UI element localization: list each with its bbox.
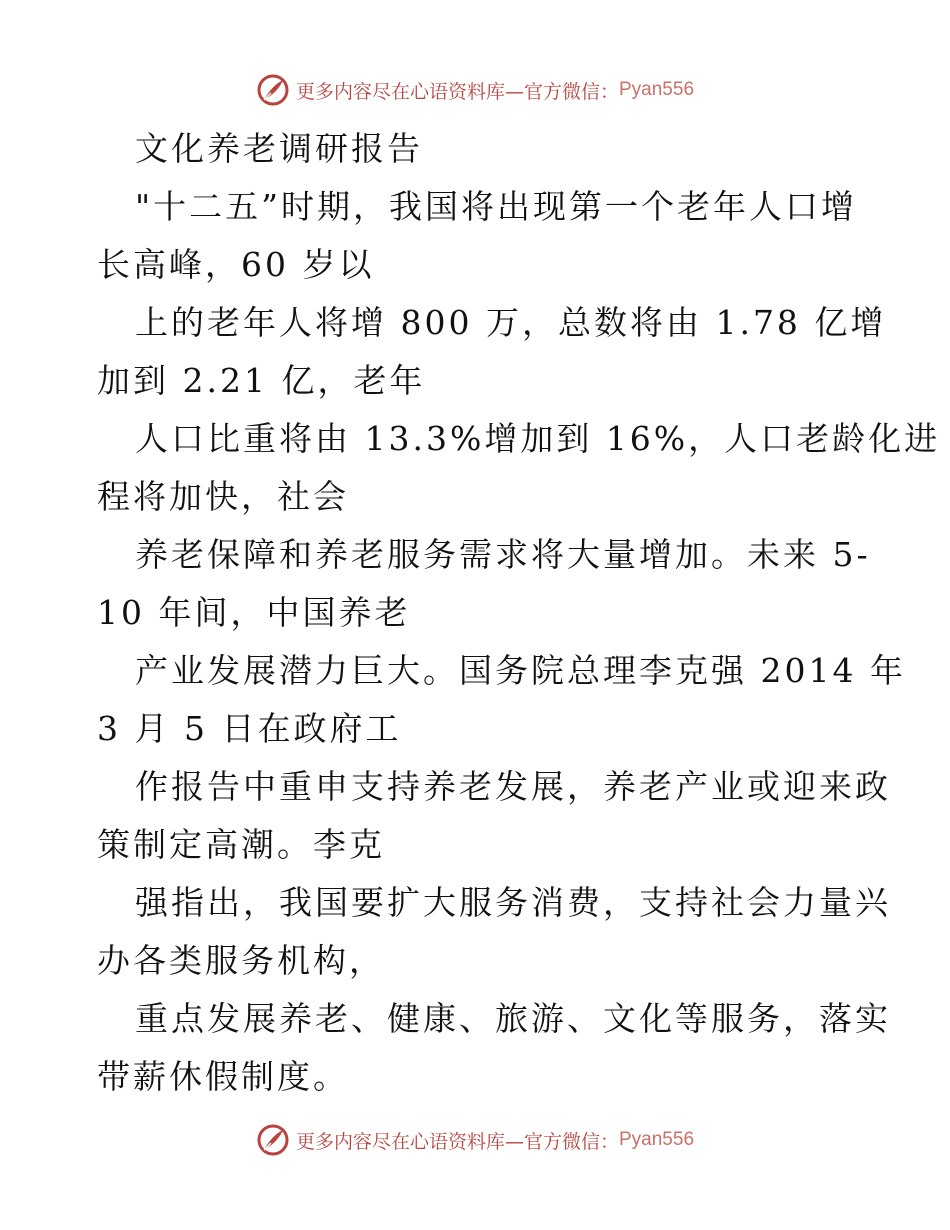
text-line: 长高峰，60 岁以 bbox=[97, 245, 375, 284]
feather-quill-logo-icon bbox=[256, 1123, 290, 1157]
text-line: 办各类服务机构， bbox=[97, 941, 385, 980]
text-line: 人口比重将由 13.3%增加到 16%，人口老龄化进 bbox=[135, 419, 941, 458]
text-line: 程将加快，社会 bbox=[97, 477, 349, 516]
banner-text: 更多内容尽在心语资料库—官方微信： bbox=[295, 1130, 619, 1153]
text-line: 强指出，我国要扩大服务消费，支持社会力量兴 bbox=[135, 883, 891, 922]
text-line: 重点发展养老、健康、旅游、文化等服务，落实 bbox=[135, 999, 891, 1038]
text-line: 策制定高潮。李克 bbox=[97, 825, 385, 864]
text-line: 养老保障和养老服务需求将大量增加。未来 5- bbox=[135, 535, 871, 574]
banner-wechat-id: Pyan556 bbox=[619, 1129, 695, 1150]
footer-banner bbox=[0, 1120, 950, 1160]
text-line: 上的老年人将增 800 万，总数将由 1.78 亿增 bbox=[135, 303, 887, 342]
text-line: 文化养老调研报告 bbox=[135, 129, 423, 168]
banner-text: 更多内容尽在心语资料库—官方微信： bbox=[295, 80, 619, 103]
text-line: "十二五”时期，我国将出现第一个老年人口增 bbox=[135, 187, 858, 226]
text-line: 3 月 5 日在政府工 bbox=[97, 709, 402, 748]
text-line: 带薪休假制度。 bbox=[97, 1057, 349, 1096]
text-line: 作报告中重申支持养老发展，养老产业或迎来政 bbox=[135, 767, 891, 806]
header-banner bbox=[0, 70, 950, 110]
text-line: 10 年间，中国养老 bbox=[97, 593, 411, 632]
text-line: 产业发展潜力巨大。国务院总理李克强 2014 年 bbox=[135, 651, 906, 690]
banner-wechat-id: Pyan556 bbox=[619, 79, 695, 100]
text-line: 加到 2.21 亿，老年 bbox=[97, 361, 426, 400]
feather-quill-logo-icon bbox=[256, 73, 290, 107]
document-body bbox=[97, 120, 941, 1106]
